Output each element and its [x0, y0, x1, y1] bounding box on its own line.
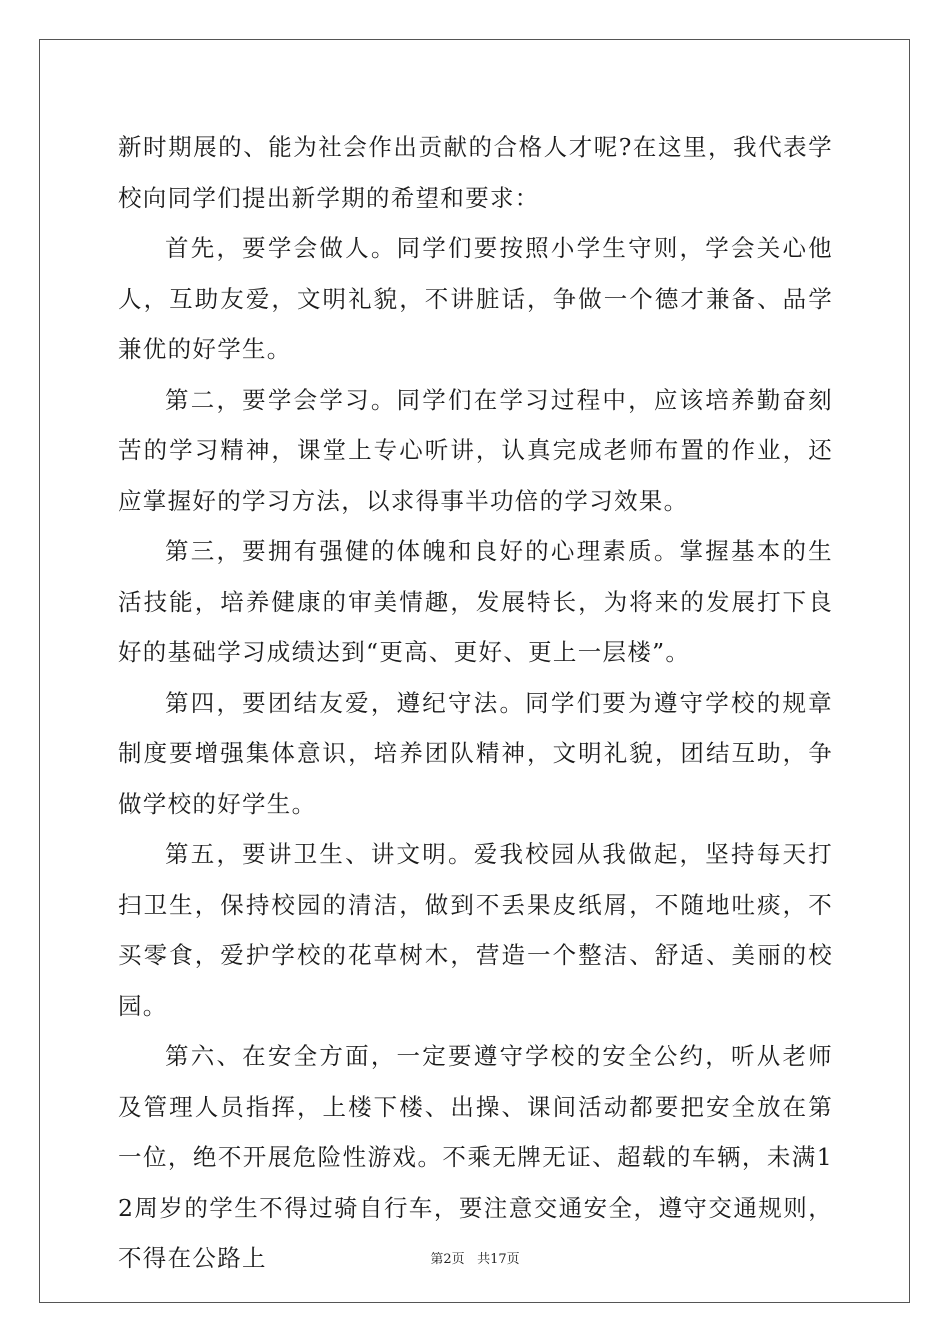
- page-footer: [0, 1248, 950, 1267]
- paragraph-3: 第二，要学会学习。同学们在学习过程中，应该培养勤奋刻苦的学习精神，课堂上专心听讲，认真完成老师布置的作业，还应掌握好的学习方法，以求得事半功倍的学习效果。: [118, 385, 833, 515]
- footer-separator: [465, 1252, 477, 1267]
- paragraph-1: 新时期展的、能为社会作出贡献的合格人才呢?在这里，我代表学校向同学们提出新学期的希望和要求：: [118, 133, 833, 212]
- paragraph-2: 首先，要学会做人。同学们要按照小学生守则，学会关心他人，互助友爱，文明礼貌，不讲脏话，争做一个德才兼备、品学兼优的好学生。: [118, 234, 833, 363]
- paragraph-4: 第三，要拥有强健的体魄和良好的心理素质。掌握基本的生活技能，培养健康的审美情趣，发展特长，为将来的发展打下良好的基础学习成绩达到“更高、更好、更上一层楼”。: [118, 537, 833, 666]
- page-total: 共17页: [477, 1252, 520, 1267]
- paragraph-6: 第五，要讲卫生、讲文明。爱我校园从我做起，坚持每天打扫卫生，保持校园的清洁，做到不丢果皮纸屑，不随地吐痰，不买零食，爱护学校的花草树木，营造一个整洁、舒适、美丽的校园。: [118, 840, 833, 1020]
- paragraph-5: 第四，要团结友爱，遵纪守法。同学们要为遵守学校的规章制度要增强集体意识，培养团队精神，文明礼貌，团结互助，争做学校的好学生。: [118, 688, 833, 818]
- paragraph-7: 第六、在安全方面，一定要遵守学校的安全公约，听从老师及管理人员指挥，上楼下楼、出操、课间活动都要把安全放在第一位，绝不开展危险性游戏。不乘无牌无证、超载的车辆，未满12周岁的学生不得过骑自行车，要注意交通安全，遵守交通规则，不得在公路上: [118, 1042, 833, 1272]
- document-body: [118, 122, 833, 1284]
- page-number: 第2页: [430, 1252, 465, 1267]
